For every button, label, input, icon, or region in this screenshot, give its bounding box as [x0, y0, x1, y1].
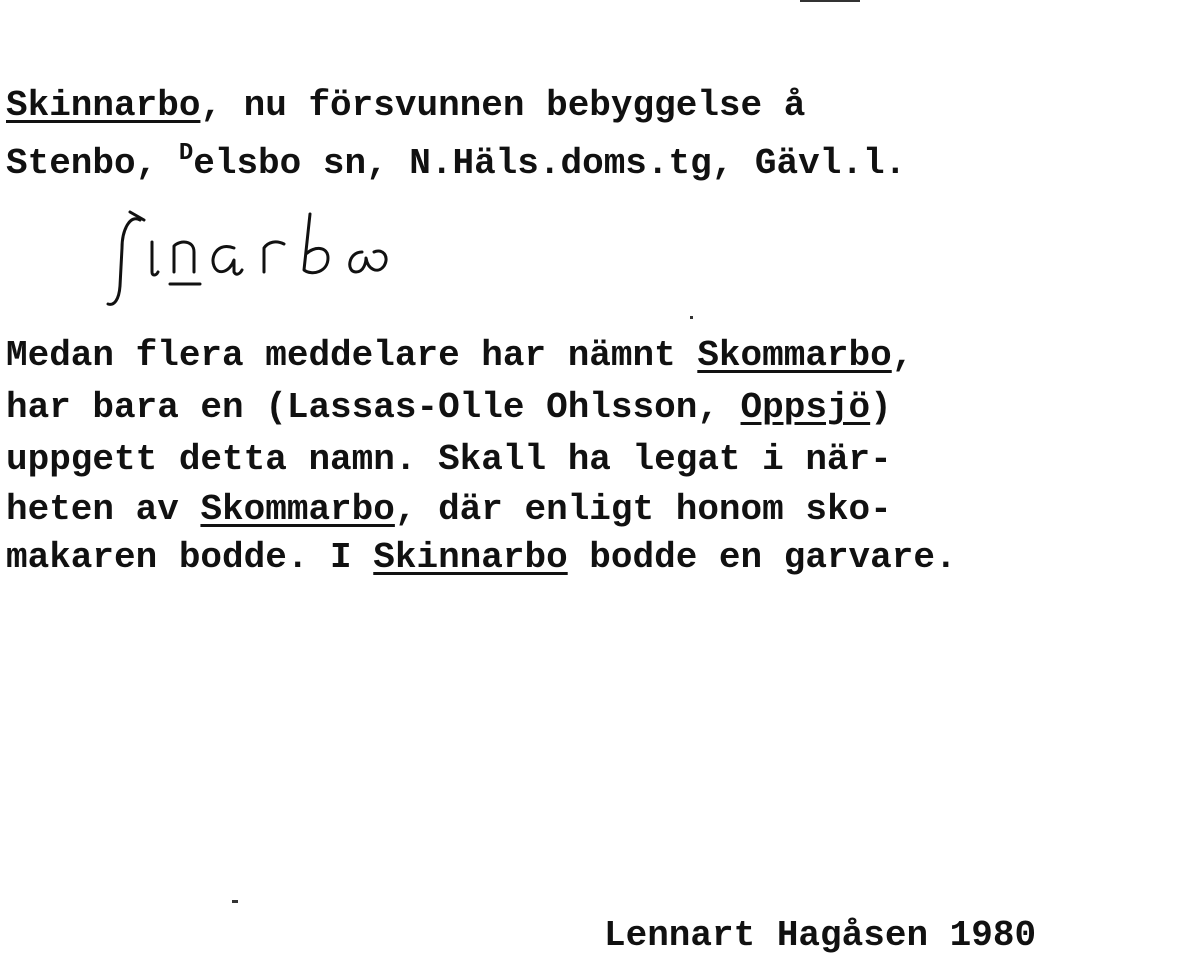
header-line-2-post: elsbo sn, N.Häls.doms.tg, Gävl.l.: [193, 143, 907, 184]
place-name-skommarbo-2: Skommarbo: [200, 489, 395, 530]
body-line-5-pre: makaren bodde. I: [6, 537, 374, 578]
header-line-2-raised: D: [178, 140, 194, 167]
phonetic-handwriting: [100, 200, 440, 320]
header-line-1-text: , nu försvunnen bebyggelse å: [200, 85, 806, 126]
body-line-4-pre: heten av: [6, 489, 201, 530]
scan-speck: [800, 0, 860, 2]
place-name-skommarbo: Skommarbo: [697, 335, 892, 376]
body-line-3: [6, 439, 892, 480]
body-line-5-post: bodde en garvare.: [567, 537, 957, 578]
place-name: Skinnarbo: [6, 85, 201, 126]
body-line-2-pre: har bara en (Lassas-Olle Ohlsson,: [6, 387, 741, 428]
scan-speck: [690, 316, 693, 319]
place-name-oppsjo: Oppsjö: [740, 387, 871, 428]
body-line-3-text: uppgett detta namn. Skall ha legat i när-: [6, 439, 892, 480]
body-line-1-pre: Medan flera meddelare har nämnt: [6, 335, 698, 376]
place-name-skinnarbo: Skinnarbo: [373, 537, 568, 578]
body-line-4-post: , där enligt honom sko-: [394, 489, 892, 530]
body-line-2-post: ): [870, 387, 892, 428]
body-line-4: [6, 489, 892, 530]
scan-speck: [232, 900, 238, 903]
body-line-1: [6, 335, 914, 376]
body-line-1-post: ,: [891, 335, 914, 376]
header-line-2-pre: Stenbo,: [6, 143, 179, 184]
body-line-2: [6, 387, 892, 428]
header-line-2: [6, 142, 906, 182]
header-line-1: [6, 85, 806, 126]
body-line-5: [6, 537, 957, 578]
phonetic-transcription: [100, 200, 440, 325]
signature: Lennart Hagåsen 1980: [604, 915, 1037, 956]
